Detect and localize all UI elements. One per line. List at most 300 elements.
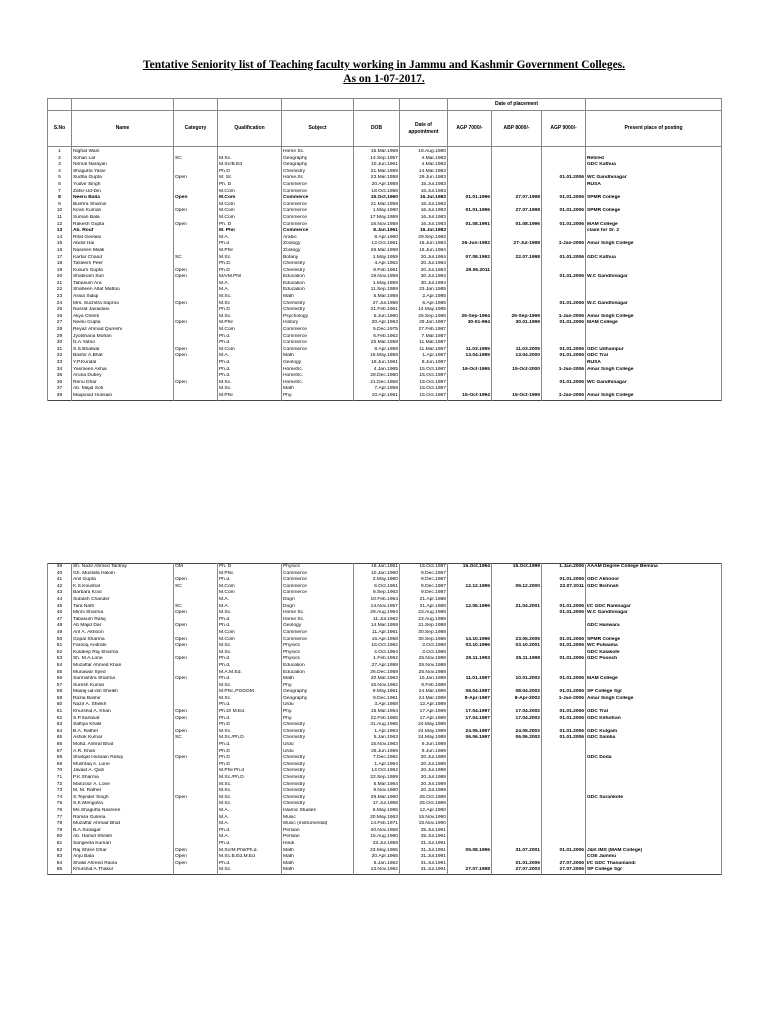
cell-appointment: 15.Nov.1990	[400, 815, 448, 822]
cell-subject: Commerce	[282, 208, 354, 215]
cell-dob: 16.Nov.1958	[354, 222, 400, 229]
table-row	[48, 683, 722, 690]
cell-appointment: 23.Jan.1985	[400, 287, 448, 294]
cell-posting	[586, 235, 722, 242]
header-dob: DOB	[354, 111, 400, 147]
cell-sno: 6	[48, 182, 72, 189]
cell-appointment: 20.Jul.1989	[400, 755, 448, 762]
cell-name: Yasmeen Ashai	[72, 367, 174, 374]
cell-category	[174, 808, 218, 815]
cell-dob: 10.Jun.1961	[354, 162, 400, 169]
cell-qualification: Ph.d.	[218, 340, 282, 347]
cell-appointment: 6.Apr.1985	[400, 301, 448, 308]
cell-qualification: M.Phil	[218, 248, 282, 255]
cell-appointment: 7.Mar.1987	[400, 334, 448, 341]
cell-subject: Arabic	[282, 235, 354, 242]
cell-subject: Physics	[282, 643, 354, 650]
cell-subject: Commerce	[282, 228, 354, 235]
cell-sno: 42	[48, 584, 72, 591]
cell-posting: RUSA	[586, 360, 722, 367]
cell-appointment: 15.Oct.1987	[400, 367, 448, 374]
cell-abp8000	[492, 287, 542, 294]
cell-qualification: M.Sc/M.Phil/Ph.d.	[218, 848, 282, 855]
cell-agp7000	[448, 828, 492, 835]
cell-name: N.A.Yatoo	[72, 340, 174, 347]
cell-category	[174, 294, 218, 301]
cell-subject: Home Sc.	[282, 617, 354, 624]
cell-posting	[586, 248, 722, 255]
cell-posting	[586, 788, 722, 795]
cell-agp9000: 1-Jan-2006	[542, 241, 586, 248]
cell-posting	[586, 742, 722, 749]
table-row	[48, 208, 722, 215]
cell-dob: 8.Feb.1961	[354, 268, 400, 275]
cell-sno: 59	[48, 696, 72, 703]
cell-dob: 14.Feb.1971	[354, 821, 400, 828]
cell-appointment: 14.Mar.1983	[400, 169, 448, 176]
cell-subject: Commerce	[282, 630, 354, 637]
cell-abp8000	[492, 762, 542, 769]
cell-qualification: Ph. D	[218, 564, 282, 571]
document-subtitle: As on 1-07-2017.	[343, 73, 425, 85]
cell-category	[174, 261, 218, 268]
cell-agp7000	[448, 577, 492, 584]
table-row	[48, 768, 722, 775]
cell-sno: 10	[48, 208, 72, 215]
cell-subject: Commerce	[282, 215, 354, 222]
cell-qualification: Ph.d	[218, 656, 282, 663]
table-row	[48, 156, 722, 163]
cell-agp9000: 01.01.2006	[542, 637, 586, 644]
table-row	[48, 189, 722, 196]
cell-sno: 17	[48, 255, 72, 262]
cell-appointment: 21.Apr.1988	[400, 597, 448, 604]
table-row	[48, 255, 722, 262]
cell-category	[174, 841, 218, 848]
cell-appointment: 20.Jul.1984	[400, 255, 448, 262]
cell-agp7000: 13.04.1995	[448, 353, 492, 360]
cell-qualification: M.Com	[218, 590, 282, 597]
cell-qualification: Ph.d.	[218, 716, 282, 723]
cell-abp8000	[492, 162, 542, 169]
cell-subject: Urdu	[282, 702, 354, 709]
cell-dob: 10.Feb.1964	[354, 597, 400, 604]
cell-agp7000	[448, 722, 492, 729]
cell-appointment: 29.Jun.1983	[400, 175, 448, 182]
cell-qualification	[218, 147, 282, 156]
table-row	[48, 722, 722, 729]
cell-agp7000: 15-Oct-1994	[448, 393, 492, 400]
cell-category: Open	[174, 861, 218, 868]
cell-sno: 19	[48, 268, 72, 275]
cell-dob: 15.Mar.1964	[354, 709, 400, 716]
seniority-table-2	[47, 563, 722, 875]
cell-posting: Amar Singh College	[586, 241, 722, 248]
cell-posting: GDC Udhampur	[586, 347, 722, 354]
cell-agp7000	[448, 301, 492, 308]
cell-qualification: M.Com	[218, 630, 282, 637]
cell-posting	[586, 722, 722, 729]
cell-agp9000	[542, 617, 586, 624]
cell-appointment: 25.Jul.1991	[400, 828, 448, 835]
cell-agp9000	[542, 755, 586, 762]
cell-agp7000	[448, 571, 492, 578]
cell-appointment: 24.Mar.1989	[400, 689, 448, 696]
cell-category	[174, 689, 218, 696]
cell-appointment: 3.Oct.1988	[400, 650, 448, 657]
cell-subject: Phy.	[282, 683, 354, 690]
cell-subject: Education	[282, 281, 354, 288]
cell-category	[174, 828, 218, 835]
cell-sno: 50	[48, 637, 72, 644]
table-row	[48, 861, 722, 868]
cell-abp8000: 21.04.2001	[492, 604, 542, 611]
cell-sno: 76	[48, 808, 72, 815]
cell-name: Y.P.Kundal	[72, 360, 174, 367]
cell-subject: Commerce	[282, 195, 354, 202]
cell-abp8000	[492, 808, 542, 815]
cell-posting: MAM College	[586, 320, 722, 327]
table-row	[48, 235, 722, 242]
cell-qualification: M.A.	[218, 597, 282, 604]
cell-subject: Commerce	[282, 202, 354, 209]
table-row	[48, 334, 722, 341]
cell-subject: Home Sc.	[282, 610, 354, 617]
cell-sno: 82	[48, 848, 72, 855]
cell-posting: claim for Sr. 2	[586, 228, 722, 235]
cell-agp7000: 17.04.1997	[448, 716, 492, 723]
cell-subject: Education	[282, 663, 354, 670]
cell-qualification: Ph.D	[218, 755, 282, 762]
cell-posting	[586, 189, 722, 196]
cell-appointment: 16.Jul.1983	[400, 202, 448, 209]
cell-category	[174, 782, 218, 789]
table-row	[48, 709, 722, 716]
cell-appointment: 10.Jan.1989	[400, 676, 448, 683]
cell-dob: 21.Feb.1961	[354, 307, 400, 314]
cell-dob: 26.Mar.1958	[354, 248, 400, 255]
table-row	[48, 670, 722, 677]
cell-subject: Phy.	[282, 393, 354, 400]
cell-agp7000	[448, 261, 492, 268]
cell-name: Maqsood Hussain	[72, 393, 174, 400]
cell-agp9000	[542, 386, 586, 393]
cell-agp7000	[448, 373, 492, 380]
cell-category: Open	[174, 380, 218, 387]
cell-category	[174, 762, 218, 769]
cell-qualification: Ph.d	[218, 241, 282, 248]
cell-name: S.P.Sarswat	[72, 716, 174, 723]
cell-abp8000	[492, 775, 542, 782]
cell-posting: WC Pulwama	[586, 643, 722, 650]
cell-sno: 48	[48, 623, 72, 630]
cell-posting: GDC Tral	[586, 353, 722, 360]
table-row	[48, 320, 722, 327]
cell-dob: 27.Jul.1958	[354, 301, 400, 308]
cell-agp7000	[448, 189, 492, 196]
cell-appointment: 9.Dec.1987	[400, 584, 448, 591]
cell-abp8000	[492, 340, 542, 347]
cell-qualification: M.A.	[218, 353, 282, 360]
cell-appointment: 15.Oct.1987	[400, 393, 448, 400]
cell-agp9000	[542, 268, 586, 275]
cell-name: Romila Guleria	[72, 815, 174, 822]
cell-subject: Chemistry	[282, 788, 354, 795]
cell-dob: 11.Sep.1959	[354, 287, 400, 294]
cell-sno: 81	[48, 841, 72, 848]
cell-appointment: 24.May.1989	[400, 735, 448, 742]
header-blank-8	[586, 99, 722, 111]
cell-abp8000: 13.04.2000	[492, 353, 542, 360]
cell-posting	[586, 202, 722, 209]
cell-subject: Geography	[282, 696, 354, 703]
cell-agp9000	[542, 775, 586, 782]
cell-agp7000	[448, 182, 492, 189]
cell-agp7000	[448, 795, 492, 802]
cell-abp8000	[492, 841, 542, 848]
cell-agp9000	[542, 334, 586, 341]
cell-qualification: M.Phil	[218, 320, 282, 327]
cell-abp8000	[492, 749, 542, 756]
cell-qualification: M.Sc.	[218, 156, 282, 163]
cell-posting	[586, 281, 722, 288]
cell-name: Kiran Kumari	[72, 208, 174, 215]
cell-qualification: M.Sc.	[218, 610, 282, 617]
cell-sno: 55	[48, 670, 72, 677]
cell-name: Mrs. Suchitra Saproo	[72, 301, 174, 308]
cell-category: Open	[174, 222, 218, 229]
cell-appointment: 16.Jul.1983	[400, 195, 448, 202]
cell-qualification: M.A.M.Ed.	[218, 670, 282, 677]
cell-dob: 29.Mar.1960	[354, 795, 400, 802]
cell-subject: Chemistry	[282, 755, 354, 762]
cell-dob: 16.May.1959	[354, 353, 400, 360]
cell-name: Mohd. Ashraf Bhat	[72, 742, 174, 749]
cell-appointment: 9.Jun.1989	[400, 749, 448, 756]
cell-agp7000: 01.01.1996	[448, 195, 492, 202]
cell-agp7000: 17.04.1997	[448, 709, 492, 716]
cell-appointment: 15.Jul.1983	[400, 182, 448, 189]
cell-qualification: M.A.	[218, 808, 282, 815]
cell-subject: Persian	[282, 828, 354, 835]
cell-sno: 9	[48, 202, 72, 209]
cell-name: Aliya Cheeti	[72, 314, 174, 321]
cell-abp8000	[492, 274, 542, 281]
cell-sno: 35	[48, 373, 72, 380]
cell-qualification: M.A.	[218, 815, 282, 822]
cell-agp9000	[542, 663, 586, 670]
cell-posting: GDC Poonch	[586, 656, 722, 663]
cell-sno: 49	[48, 630, 72, 637]
table-row	[48, 195, 722, 202]
cell-name: Tasleem Peer	[72, 261, 174, 268]
cell-name: Ab. Majid Sofi	[72, 386, 174, 393]
cell-name: Shakil Ahmed Raina	[72, 861, 174, 868]
cell-category	[174, 393, 218, 400]
cell-appointment: 15.Nov.1990	[400, 821, 448, 828]
cell-appointment: 25.Nov.1988	[400, 663, 448, 670]
cell-appointment: 15.Oct.1987	[400, 380, 448, 387]
cell-name: S.S.Bhalwal	[72, 347, 174, 354]
cell-category	[174, 215, 218, 222]
cell-category	[174, 683, 218, 690]
cell-dob: 15.Oct.1960	[354, 195, 400, 202]
cell-subject: Geology	[282, 623, 354, 630]
cell-subject: Chemistry	[282, 782, 354, 789]
cell-agp7000: 27.07.1998	[448, 867, 492, 874]
cell-sno: 31	[48, 347, 72, 354]
cell-subject: HomeSc.	[282, 380, 354, 387]
table-row	[48, 702, 722, 709]
cell-agp9000	[542, 162, 586, 169]
header-sno: S.No	[48, 111, 72, 147]
cell-category: Open	[174, 795, 218, 802]
cell-subject: Commerce	[282, 340, 354, 347]
table-row	[48, 147, 722, 156]
cell-qualification: M.Sc.	[218, 782, 282, 789]
cell-name: Raj Shree Dhar	[72, 848, 174, 855]
cell-agp9000	[542, 854, 586, 861]
cell-posting	[586, 327, 722, 334]
cell-subject: Math	[282, 861, 354, 868]
cell-dob: 2.May.1960	[354, 577, 400, 584]
cell-category	[174, 815, 218, 822]
cell-subject: Dogri	[282, 597, 354, 604]
cell-subject: Math	[282, 294, 354, 301]
cell-posting	[586, 841, 722, 848]
cell-sno: 73	[48, 788, 72, 795]
table-row	[48, 821, 722, 828]
cell-subject: Dogri	[282, 604, 354, 611]
cell-posting: COE Jammu	[586, 854, 722, 861]
header-agp9000: AGP 9000/-	[542, 111, 586, 147]
cell-posting	[586, 590, 722, 597]
cell-posting	[586, 147, 722, 156]
cell-name: Mushtaq A. Lone	[72, 762, 174, 769]
cell-posting: MAM College	[586, 222, 722, 229]
cell-agp9000	[542, 808, 586, 815]
cell-dob: 16.Apr.1958	[354, 637, 400, 644]
cell-sno: 30	[48, 340, 72, 347]
cell-posting: GDC Hanwara	[586, 623, 722, 630]
cell-appointment: 17.Apr.1989	[400, 709, 448, 716]
cell-category	[174, 228, 218, 235]
cell-name: Nasreen Malik	[72, 248, 174, 255]
cell-posting: GDC Kathua	[586, 162, 722, 169]
cell-name: Ab. Rouf	[72, 228, 174, 235]
cell-name: B.A.Sodagar	[72, 828, 174, 835]
cell-subject: Commerce	[282, 334, 354, 341]
cell-sno: 4	[48, 169, 72, 176]
cell-subject: Math	[282, 353, 354, 360]
table-row	[48, 162, 722, 169]
cell-abp8000	[492, 147, 542, 156]
cell-agp7000: 07.08.1992	[448, 255, 492, 262]
cell-subject: Urdu	[282, 749, 354, 756]
cell-abp8000	[492, 768, 542, 775]
cell-qualification: Ph.D.	[218, 261, 282, 268]
cell-agp9000: 01.01.2006	[542, 274, 586, 281]
cell-dob: 23.Mar.1958	[354, 175, 400, 182]
cell-qualification: Ph.d.	[218, 367, 282, 374]
cell-sno: 1	[48, 147, 72, 156]
cell-appointment: 16.Jul.1983	[400, 208, 448, 215]
cell-sno: 74	[48, 795, 72, 802]
table-row	[48, 261, 722, 268]
cell-abp8000	[492, 386, 542, 393]
table-row	[48, 248, 722, 255]
cell-posting	[586, 334, 722, 341]
cell-dob: 19.Jun.1961	[354, 360, 400, 367]
cell-appointment: 24.May.1989	[400, 722, 448, 729]
table-row	[48, 202, 722, 209]
cell-name: A.R. Khan	[72, 749, 174, 756]
cell-category	[174, 314, 218, 321]
cell-dob: 4.Apr.1962	[354, 261, 400, 268]
seniority-table-1	[47, 98, 722, 401]
cell-qualification: M.Sc.	[218, 380, 282, 387]
cell-appointment: 24.May.1989	[400, 729, 448, 736]
table-row	[48, 287, 722, 294]
cell-name: Farooq Andrabi	[72, 643, 174, 650]
cell-category	[174, 768, 218, 775]
table-row	[48, 353, 722, 360]
cell-sno: 78	[48, 821, 72, 828]
cell-dob: 20.Nov.1958	[354, 828, 400, 835]
table-row	[48, 854, 722, 861]
cell-agp9000	[542, 782, 586, 789]
cell-appointment: 20.Jul.1989	[400, 788, 448, 795]
table-row	[48, 169, 722, 176]
table-row	[48, 689, 722, 696]
cell-sno: 71	[48, 775, 72, 782]
cell-name: Zahir-Ud-Din	[72, 189, 174, 196]
cell-qualification: M.Sc	[218, 301, 282, 308]
cell-agp7000	[448, 360, 492, 367]
cell-abp8000	[492, 334, 542, 341]
cell-appointment: 15.Oct.1987	[400, 386, 448, 393]
cell-category	[174, 821, 218, 828]
cell-sno: 20	[48, 274, 72, 281]
table-row	[48, 367, 722, 374]
cell-appointment: 16.Jul.1983	[400, 228, 448, 235]
cell-category	[174, 241, 218, 248]
cell-agp9000	[542, 742, 586, 749]
cell-agp7000: 29.06.2011	[448, 268, 492, 275]
cell-name: Bushra Shamin	[72, 202, 174, 209]
cell-posting: GDC Doda	[586, 755, 722, 762]
cell-dob: 20.Apr.1966	[354, 854, 400, 861]
cell-name: Neelu Gupta	[72, 320, 174, 327]
header-subject: Subject	[282, 111, 354, 147]
cell-posting: GDC Surankote	[586, 795, 722, 802]
cell-name: Abdul Hai	[72, 241, 174, 248]
cell-agp9000	[542, 294, 586, 301]
cell-abp8000	[492, 788, 542, 795]
cell-sno: 14	[48, 235, 72, 242]
cell-subject: Education	[282, 274, 354, 281]
table-row	[48, 222, 722, 229]
cell-category: Open	[174, 208, 218, 215]
cell-name: Kuldeep Raj Sharma	[72, 650, 174, 657]
cell-appointment: 31.Jul.1991	[400, 854, 448, 861]
cell-subject: Geography	[282, 689, 354, 696]
cell-sno: 22	[48, 287, 72, 294]
cell-qualification: Ph. D	[218, 222, 282, 229]
cell-appointment: 25.Jul.1991	[400, 834, 448, 841]
cell-abp8000: 25.11.1998	[492, 656, 542, 663]
cell-qualification: M.Phil Ph.d	[218, 768, 282, 775]
